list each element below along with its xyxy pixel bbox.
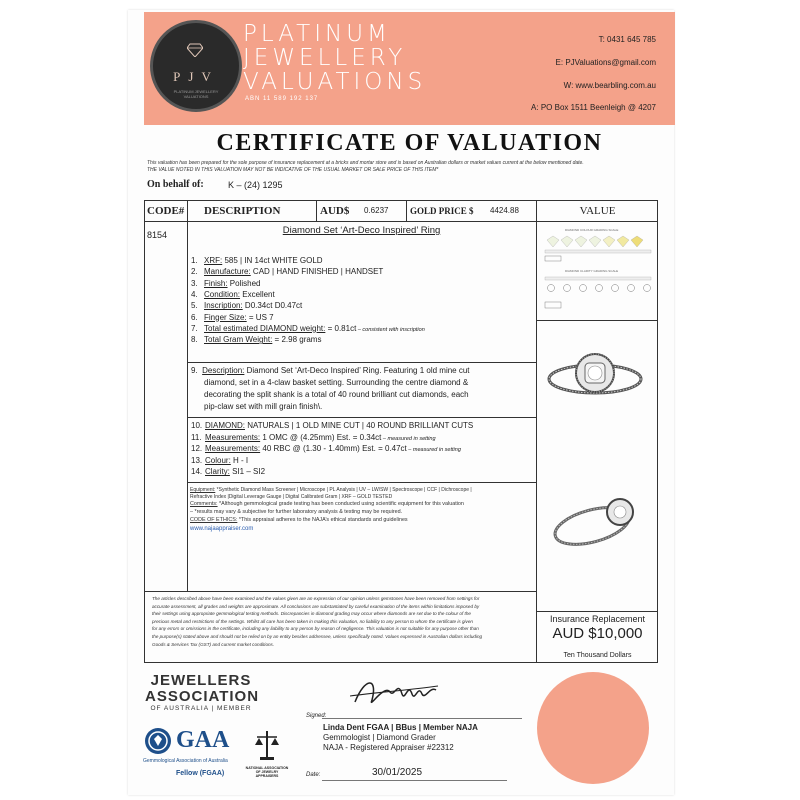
equipment-line: [190, 487, 472, 493]
handwritten-signature: [350, 672, 440, 712]
item-number: 2.: [191, 267, 198, 277]
item-number: 4.: [191, 289, 198, 299]
spec-item: [191, 433, 436, 442]
item-number: 12.: [191, 444, 203, 454]
spec-item: [191, 290, 275, 299]
comments-line: – *results may vary & subjective for further laboratory analysis & testing may be required.: [190, 509, 403, 515]
gaa-emblem-icon: [143, 726, 173, 756]
description-line: [191, 366, 470, 375]
spec-item: [191, 313, 274, 322]
legal-line: The articles described above have been examined and the values given are an expression of our opinion unless gemstones have been removed from settings for: [152, 596, 480, 601]
gold-price-label: GOLD PRICE $: [410, 206, 474, 216]
item-note: – consistent with inscription: [356, 326, 425, 333]
item-title: Diamond Set ‘Art-Deco Inspired’ Ring: [282, 225, 441, 236]
comments-label: Comments:: [190, 501, 218, 507]
item-number: 6.: [191, 312, 198, 322]
description-line: decorating the split shank is a total of 40 round brilliant cut diamonds, each: [204, 390, 469, 399]
colour-scale-chart: [543, 234, 655, 264]
comments-text: *Although gemmological grade testing has been conducted using scientific equipment for this valuation: [217, 501, 464, 507]
legal-line: their settings using appropriate gemmological testing methods. Discrepancies in diamond grading may occur where diamonds are set due to the colour of the: [152, 611, 471, 617]
contact-address: A: PO Box 1511 Beenleigh @ 4207: [531, 103, 656, 112]
valuation-words: Ten Thousand Dollars: [563, 652, 632, 659]
spec-item: [191, 456, 248, 465]
valuation-amount: AUD $10,000: [552, 625, 643, 642]
logo-tagline: PLATINUM JEWELLERY VALUATIONS: [173, 89, 219, 99]
item-text: = US 7: [246, 312, 274, 322]
item-number: 5.: [191, 301, 198, 311]
item-label: Description:: [202, 366, 245, 375]
spec-item: [191, 279, 260, 288]
signer-role: Gemmologist | Diamond Grader: [323, 733, 436, 742]
legal-line: for any errors or omissions in the certificate, including any liability to any person by reason of negligence. This valuation is not suitable for any purpose other than: [152, 626, 479, 632]
signer-name: Linda Dent FGAA | BBus | Member NAJA: [323, 723, 478, 732]
legal-line: precious metal and restrictions of the settings. Whilst all care has been taken in making this valuation, no liability to any person to whom the certificate is given: [152, 618, 473, 624]
signed-label: Signed:: [306, 713, 327, 719]
description-line: pip-claw set with mill grain finish\.: [204, 402, 323, 411]
spec-item: [191, 267, 383, 276]
gaa-fellow: Fellow (FGAA): [176, 770, 225, 777]
value-header: VALUE: [579, 205, 616, 217]
item-note: – measured in setting: [381, 435, 436, 442]
scales-of-justice-icon: [254, 729, 280, 763]
company-seal: [537, 672, 649, 784]
legal-line: accurate assessment, all grades and weights are approximate. All conclusions are substantiated by careful examination of the items within limitations imposed by: [152, 603, 480, 609]
logo-letters: PJV: [173, 69, 219, 84]
spec-item: [191, 301, 302, 310]
brand-line: VALUATIONS: [243, 69, 427, 95]
abn-number: ABN 11 589 192 137: [245, 96, 319, 102]
jaa-member: OF AUSTRALIA | MEMBER: [150, 705, 252, 712]
item-number: 8.: [191, 335, 198, 345]
ring-top-view-image: [545, 345, 645, 405]
item-label: Finish:: [204, 278, 228, 288]
aud-rate: 0.6237: [364, 206, 389, 215]
jaa-line: ASSOCIATION: [145, 688, 260, 705]
signer-registration: NAJA - Registered Appraiser #22312: [323, 743, 454, 752]
item-label: Manufacture:: [204, 267, 251, 277]
equipment-line: Refractive Index |Digital Leverage Gauge | Digital Calibrated Gram | XRF – GOLD TESTED: [190, 494, 393, 500]
item-label: Measurements:: [205, 444, 261, 454]
ring-side-view-image: [548, 488, 644, 550]
spec-item: [191, 421, 473, 430]
item-text: H - I: [230, 455, 249, 465]
item-label: XRF:: [204, 256, 223, 265]
ethics-text: *This appraisal adheres to the NAJA’s ethical standards and guidelines: [237, 517, 408, 523]
item-text: D0.34ct D0.47ct: [242, 301, 303, 311]
item-number: 13.: [191, 455, 203, 465]
item-text: 40 RBC @ (1.30 - 1.40mm) Est. = 0.47ct: [260, 444, 407, 454]
item-number: 10.: [191, 421, 203, 430]
item-code: 8154: [147, 230, 168, 240]
item-number: 7.: [191, 323, 198, 333]
spec-item: [191, 324, 425, 333]
clarity-scale-title: DIAMOND CLARITY GRADING SCALE: [565, 269, 619, 273]
item-number: 11.: [191, 432, 202, 442]
code-header: CODE#: [147, 205, 185, 217]
ethics-line: [190, 517, 408, 523]
gaa-logo-text: GAA: [176, 727, 230, 753]
item-text: Polished: [227, 278, 261, 288]
item-number: 1.: [191, 256, 198, 265]
contact-email[interactable]: E: PJValuations@gmail.com: [555, 58, 656, 67]
comments-line: [190, 501, 464, 507]
certificate-title: CERTIFICATE OF VALUATION: [216, 130, 603, 156]
item-number: 9.: [191, 366, 198, 375]
item-text: = 2.98 grams: [272, 335, 322, 345]
aud-label: AUD$: [320, 205, 350, 217]
behalf-value: K – (24) 1295: [228, 180, 283, 190]
legal-line: the purpose(s) stated above and should not be relied on by an entity besides addressee, unless specifically noted. Values expressed in Australian dollars including: [152, 633, 483, 639]
contact-phone: T: 0431 645 785: [598, 35, 656, 44]
item-text: 585 | IN 14ct WHITE GOLD: [222, 256, 323, 265]
disclaimer-line: THE VALUE NOTED IN THIS VALUATION MAY NOT BE INDICATIVE OF THE USUAL MARKET OR SALE PRICE OF THIS ITEM*: [147, 167, 439, 173]
equipment-label: Equipment:: [190, 487, 216, 493]
brand-line: PLATINUM: [243, 21, 391, 47]
spec-item: [191, 444, 461, 453]
item-label: Colour:: [205, 455, 231, 465]
item-label: Total Gram Weight:: [204, 335, 273, 345]
item-text: CAD | HAND FINISHED | HANDSET: [250, 267, 384, 277]
item-number: 3.: [191, 278, 198, 288]
contact-website[interactable]: W: www.bearbling.com.au: [563, 81, 656, 90]
description-header: DESCRIPTION: [204, 205, 281, 217]
spec-item: [191, 467, 265, 476]
ethics-label: CODE OF ETHICS:: [190, 517, 238, 523]
item-text: SI1 – SI2: [229, 467, 266, 477]
insurance-label: Insurance Replacement: [549, 614, 646, 624]
gold-price-value: 4424.88: [490, 206, 519, 215]
item-text: Excellent: [240, 289, 275, 299]
item-label: Inscription:: [204, 301, 243, 311]
date-label: Date:: [306, 772, 321, 778]
description-line: diamond, set in a 4-claw basket setting. Surrounding the centre diamond &: [204, 378, 469, 387]
disclaimer-line: This valuation has been prepared for the sole purpose of insurance replacement at a bricks and mortar store and is based on Australian dollars or market values current at the below mentioned date.: [147, 160, 584, 166]
item-label: Finger Size:: [204, 312, 247, 322]
equipment-text: *Synthetic Diamond Mass Screener | Microscope | PL Analysis | UV – LW/SW | Spectroscope | CCF | Dichroscope |: [215, 487, 472, 493]
signature-line: [322, 718, 522, 719]
item-note: – measured in setting: [406, 447, 461, 454]
jaa-logo: [145, 672, 260, 705]
naja-subtitle: NATIONAL ASSOCIATION OF JEWELRY APPRAISERS: [245, 766, 289, 778]
date-line: [322, 780, 507, 781]
item-text: 1 OMC @ (4.25mm) Est. = 0.34ct: [260, 432, 382, 442]
behalf-label: On behalf of:: [147, 179, 204, 190]
naja-link[interactable]: www.najaappraiser.com: [190, 526, 254, 532]
clarity-scale-chart: [543, 275, 655, 313]
legal-line: Goods & Services Tax (GST) and current market conditions.: [152, 641, 275, 647]
item-label: Measurements:: [205, 432, 261, 442]
item-text: Diamond Set ‘Art-Deco Inspired’ Ring. Featuring 1 old mine cut: [244, 366, 470, 375]
item-text: = 0.81ct: [325, 323, 357, 333]
legal-disclaimer: [152, 595, 530, 648]
gaa-subtitle: Gemmological Association of Australia: [143, 758, 228, 764]
item-label: Total estimated DIAMOND weight:: [204, 323, 326, 333]
item-text: NATURALS | 1 OLD MINE CUT | 40 ROUND BRILLIANT CUTS: [245, 421, 474, 430]
item-label: DIAMOND:: [205, 421, 245, 430]
spec-item: [191, 335, 321, 344]
valuation-date: 30/01/2025: [372, 767, 423, 778]
item-label: Clarity:: [205, 467, 230, 477]
spec-item: [191, 256, 323, 265]
brand-line: JEWELLERY: [243, 45, 407, 71]
jaa-line: JEWELLERS: [150, 672, 252, 689]
colour-scale-title: DIAMOND COLOUR GRADING SCALE: [565, 228, 619, 232]
item-label: Condition:: [204, 289, 241, 299]
item-number: 14.: [191, 467, 203, 477]
